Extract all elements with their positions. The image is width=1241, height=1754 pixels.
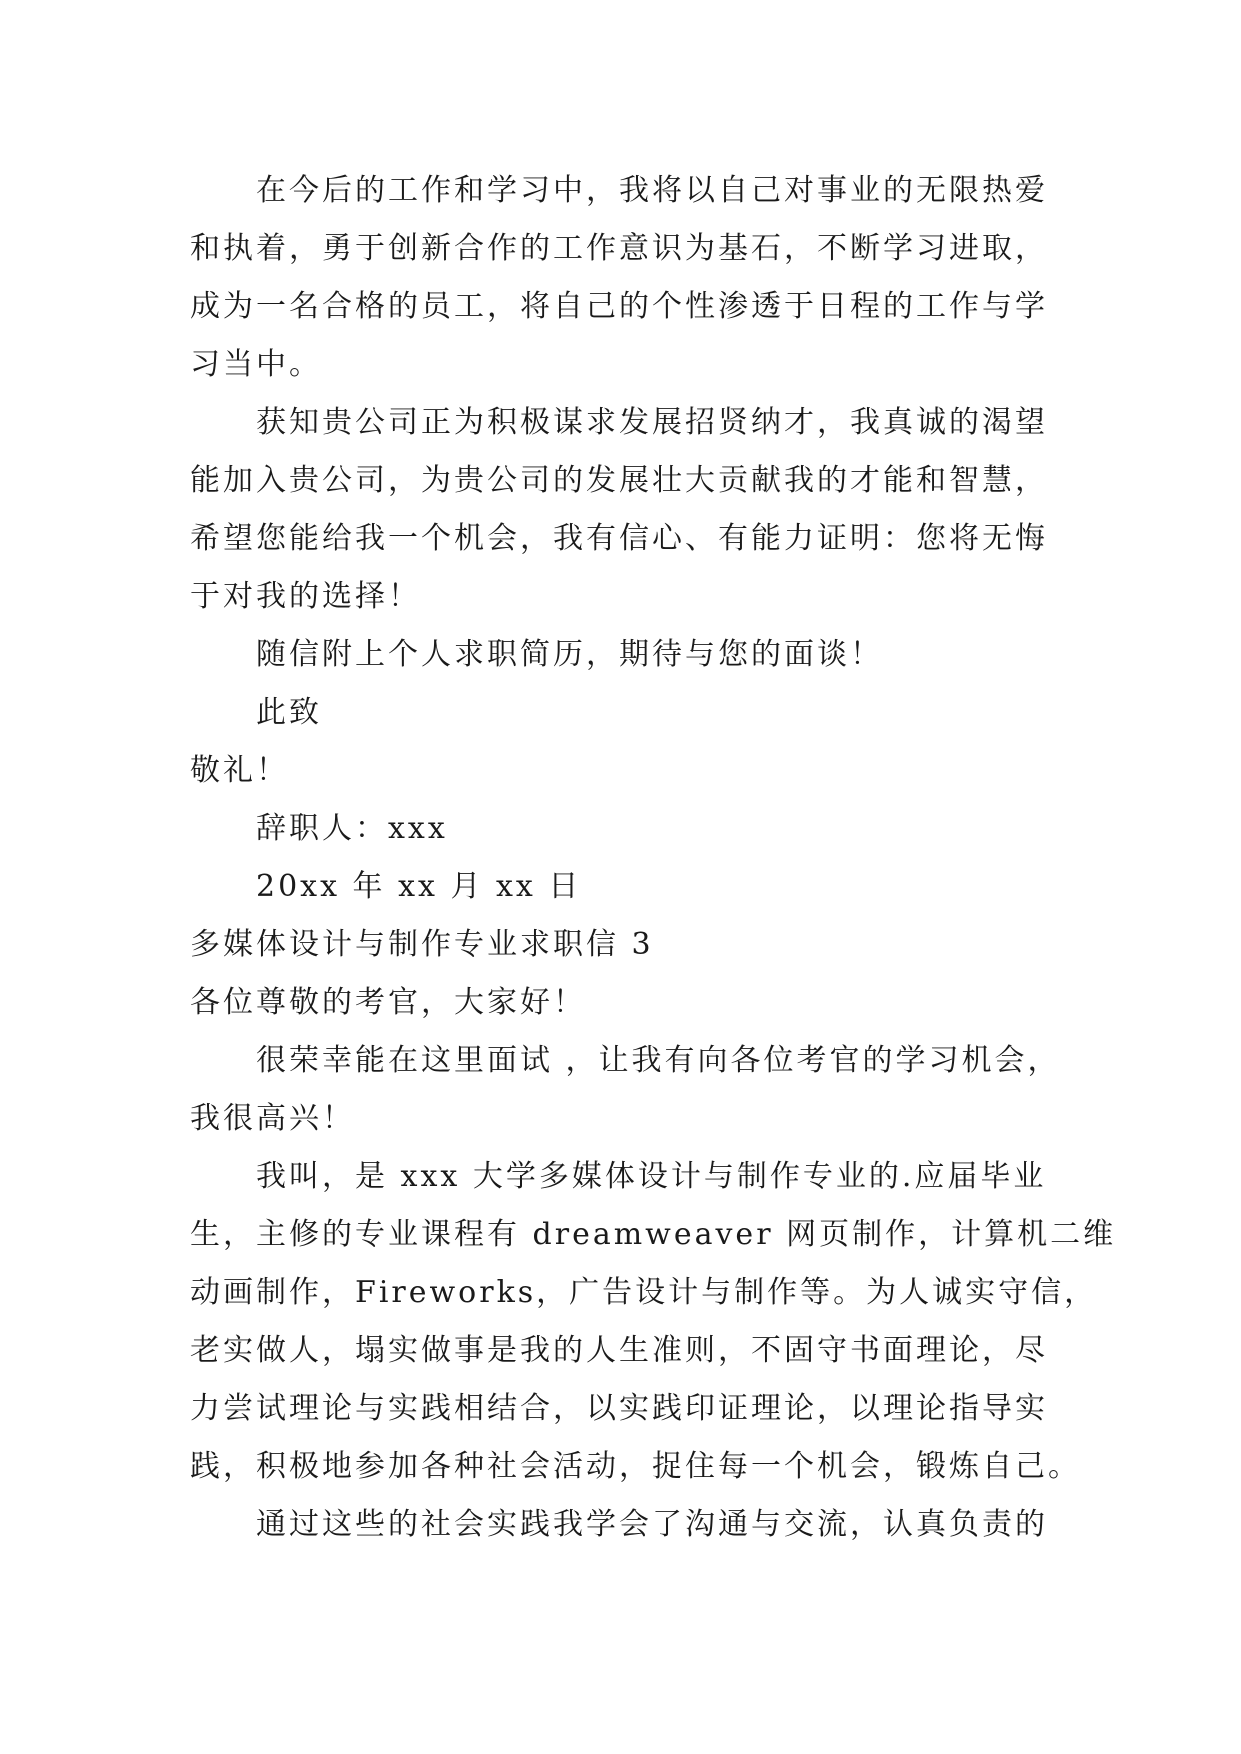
text-line: 成为一名合格的员工，将自己的个性渗透于日程的工作与学 (190, 289, 1048, 324)
text-line: 在今后的工作和学习中，我将以自己对事业的无限热爱 (256, 173, 1048, 208)
text-line: 辞职人：xxx (256, 811, 448, 846)
text-line: 力尝试理论与实践相结合，以实践印证理论，以理论指导实 (190, 1391, 1048, 1426)
text-line: 20xx 年 xx 月 xx 日 (256, 869, 582, 904)
text-line: 我很高兴！ (190, 1101, 355, 1136)
text-line: 能加入贵公司，为贵公司的发展壮大贡献我的才能和智慧， (190, 463, 1048, 498)
text-line: 多媒体设计与制作专业求职信 3 (190, 927, 654, 962)
text-line: 各位尊敬的考官，大家好！ (190, 985, 586, 1020)
text-line: 敬礼！ (190, 753, 289, 788)
text-line: 很荣幸能在这里面试 ，让我有向各位考官的学习机会， (256, 1043, 1061, 1078)
text-line: 随信附上个人求职简历，期待与您的面谈！ (256, 637, 883, 672)
text-line: 获知贵公司正为积极谋求发展招贤纳才，我真诚的渴望 (256, 405, 1048, 440)
text-line: 我叫，是 xxx 大学多媒体设计与制作专业的.应届毕业 (256, 1159, 1047, 1194)
text-line: 希望您能给我一个机会，我有信心、有能力证明：您将无悔 (190, 521, 1048, 556)
text-line: 于对我的选择！ (190, 579, 421, 614)
text-line: 通过这些的社会实践我学会了沟通与交流，认真负责的 (256, 1507, 1048, 1542)
text-line: 践，积极地参加各种社会活动，捉住每一个机会，锻炼自己。 (190, 1449, 1081, 1484)
letter-body (190, 162, 1117, 1554)
text-line: 生，主修的专业课程有 dreamweaver 网页制作，计算机二维 (190, 1217, 1117, 1252)
text-line: 老实做人，塌实做事是我的人生准则，不固守书面理论，尽 (190, 1333, 1048, 1368)
text-line: 动画制作，Fireworks，广告设计与制作等。为人诚实守信， (190, 1275, 1098, 1310)
text-line: 此致 (256, 695, 322, 730)
text-line: 习当中。 (190, 347, 322, 382)
text-line: 和执着，勇于创新合作的工作意识为基石，不断学习进取， (190, 231, 1048, 266)
